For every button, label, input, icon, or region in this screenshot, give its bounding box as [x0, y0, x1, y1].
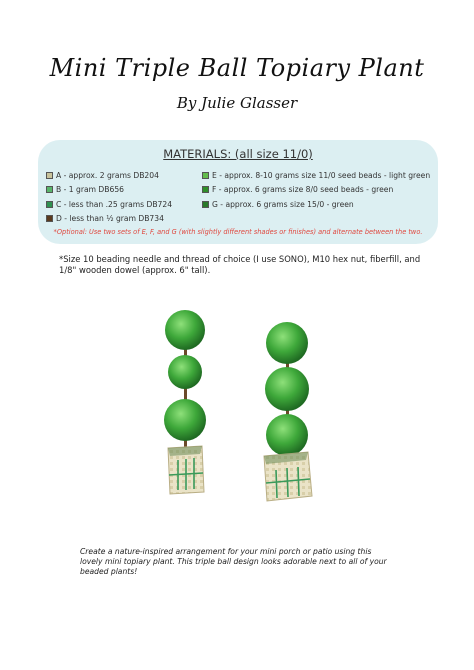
topiary-photo: [140, 300, 340, 505]
bead-swatch-icon: [202, 172, 209, 179]
material-label: G - approx. 6 grams size 15/0 - green: [212, 199, 354, 209]
author-byline: By Julie Glasser: [176, 94, 298, 112]
material-item-d: [46, 212, 172, 227]
material-label: D - less than ½ gram DB734: [56, 214, 164, 224]
bead-swatch-icon: [202, 201, 209, 208]
tools-note: *Size 10 beading needle and thread of choice (I use SONO), M10 hex nut, fiberfill, and 1/8" wooden dowel (approx. 6" tall).: [59, 254, 421, 275]
right-topiary: [264, 322, 312, 501]
material-item-b: [46, 183, 172, 198]
material-label: A - approx. 2 grams DB204: [56, 170, 159, 180]
bead-swatch-icon: [202, 186, 209, 193]
materials-box: [38, 140, 438, 244]
bead-swatch-icon: [46, 201, 53, 208]
bead-swatch-icon: [46, 172, 53, 179]
material-item-f: [202, 183, 430, 198]
optional-note: *Optional: Use two sets of E, F, and G (with slightly different shades or finishes) and alternate between the two.: [53, 228, 423, 236]
material-item-c: [46, 197, 172, 212]
materials-right-column: [202, 168, 430, 212]
material-item-g: [202, 197, 430, 212]
description-text: Create a nature-inspired arrangement for your mini porch or patio using this lovely mini topiary plant. This triple ball design looks adorable next to all of your beaded plants!: [80, 547, 387, 576]
material-item-a: [46, 168, 172, 183]
materials-left-column: [46, 168, 172, 226]
material-label: F - approx. 6 grams size 8/0 seed beads - green: [212, 185, 394, 195]
material-item-e: [202, 168, 430, 183]
material-label: E - approx. 8-10 grams size 11/0 seed beads - light green: [212, 170, 431, 180]
page-title: Mini Triple Ball Topiary Plant: [49, 54, 425, 82]
bead-swatch-icon: [46, 186, 53, 193]
left-topiary: [164, 310, 206, 494]
materials-heading: MATERIALS: (all size 11/0): [163, 147, 313, 161]
bead-swatch-icon: [46, 215, 53, 222]
material-label: C - less than .25 grams DB724: [56, 199, 173, 209]
material-label: B - 1 gram DB656: [56, 185, 124, 195]
